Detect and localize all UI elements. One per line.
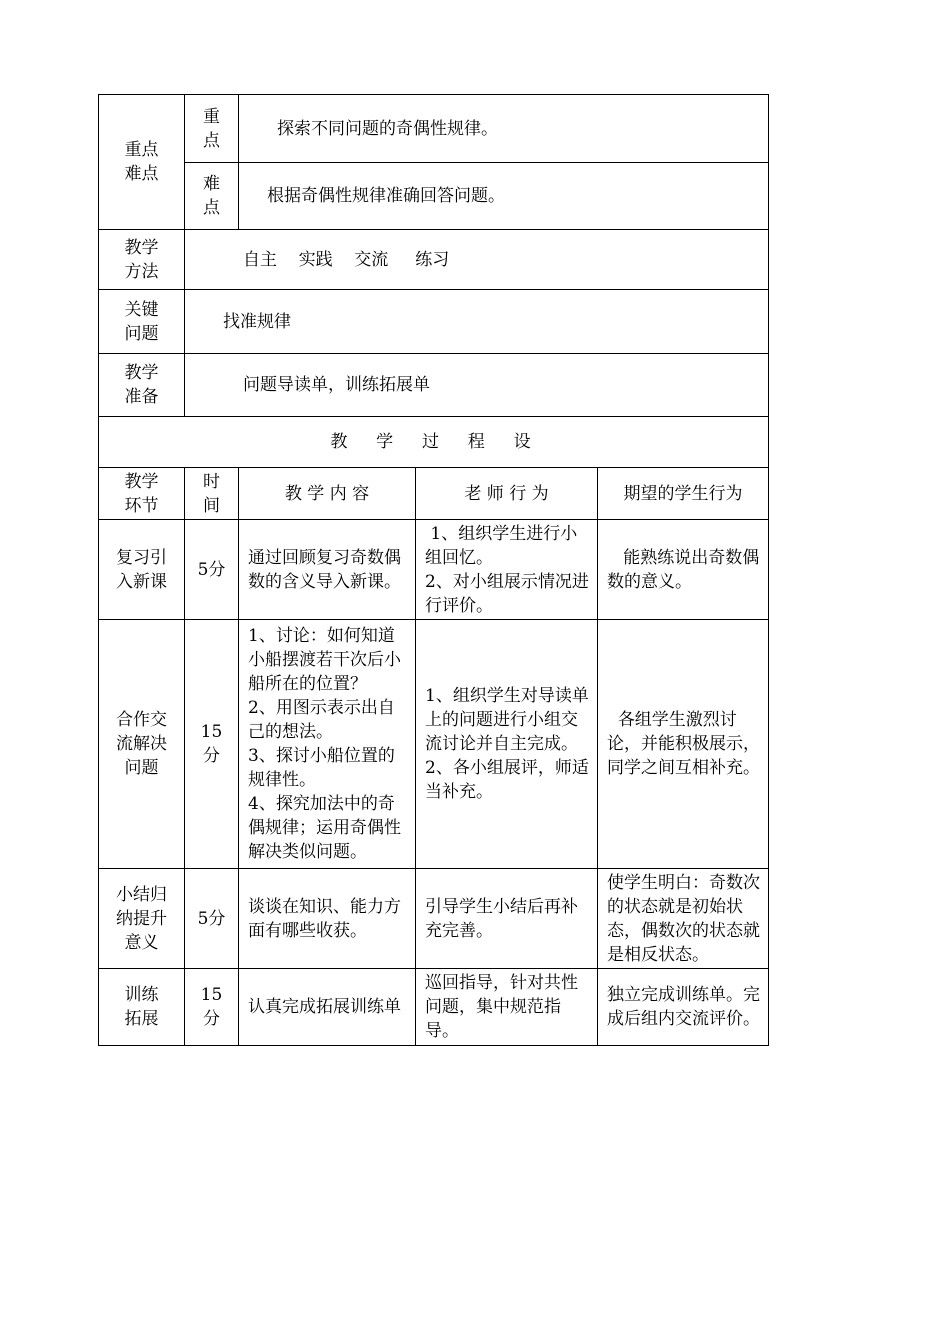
process-title: 教 学 过 程 设 xyxy=(330,432,537,452)
row-teacher: 引导学生小结后再补充完善。 xyxy=(425,896,578,941)
row-time: 15 分 xyxy=(200,722,223,766)
row-student: 各组学生激烈讨论，并能积极展示，同学之间互相补充。 xyxy=(607,710,760,778)
key-point-text: 探索不同问题的奇偶性规律。 xyxy=(277,118,498,139)
row-stage: 复习引 入新课 xyxy=(116,547,167,592)
table-border-right xyxy=(768,94,769,1045)
row-content: 通过回顾复习奇数偶数的含义导入新课。 xyxy=(248,547,401,592)
row-stage: 小结归 纳提升 意义 xyxy=(116,884,167,953)
col-divider xyxy=(238,94,239,229)
key-question-label: 关键 问题 xyxy=(124,299,159,344)
row-teacher: 1、组织学生进行小组回忆。 2、对小组展示情况进行评价。 xyxy=(425,523,589,616)
row-teacher: 巡回指导，针对共性问题，集中规范指导。 xyxy=(425,973,578,1041)
row-stage: 合作交 流解决 问题 xyxy=(116,710,167,778)
header-student: 期望的学生行为 xyxy=(623,483,743,504)
key-question-text: 找准规律 xyxy=(223,311,291,332)
col-divider xyxy=(238,467,239,1045)
col-divider xyxy=(415,467,416,1045)
row-student: 使学生明白：奇数次的状态就是初始状态，偶数次的状态就是相反状态。 xyxy=(607,872,760,965)
table-border-bottom xyxy=(98,1045,769,1046)
col-divider xyxy=(597,467,598,1045)
row-content: 谈谈在知识、能力方面有哪些收获。 xyxy=(248,896,401,941)
teaching-method-text: 自主 实践 交流 练习 xyxy=(243,249,450,270)
difficult-point-text: 根据奇偶性规律准确回答问题。 xyxy=(267,186,505,206)
row-time: 15 分 xyxy=(200,985,223,1029)
row-content: 1、讨论：如何知道小船摆渡若干次后小船所在的位置？ 2、用图示表示出自己的想法。 3、探讨小船位置的规律性。 4、探究加法中的奇偶规律；运用奇偶性解决类似问题。 xyxy=(248,626,401,862)
header-content: 教 学 内 容 xyxy=(284,483,370,504)
header-teacher: 老 师 行 为 xyxy=(464,483,549,504)
teaching-prep-label: 教学 准备 xyxy=(124,363,159,407)
row-stage: 训练 拓展 xyxy=(124,985,159,1029)
row-content: 认真完成拓展训练单 xyxy=(248,997,401,1017)
teaching-method-label: 教学 方法 xyxy=(124,237,159,282)
difficult-point-label: 难 点 xyxy=(203,174,220,218)
teaching-prep-text: 问题导读单，训练拓展单 xyxy=(243,375,430,395)
header-time: 时 间 xyxy=(203,471,220,516)
row-student: 能熟练说出奇数偶数的意义。 xyxy=(607,547,760,592)
row-time: 5分 xyxy=(197,559,226,580)
key-difficult-label: 重点 难点 xyxy=(124,140,159,184)
key-point-label: 重 点 xyxy=(203,106,220,151)
row-time: 5分 xyxy=(197,908,226,929)
row-teacher: 1、组织学生对导读单上的问题进行小组交流讨论并自主完成。 2、各小组展评，师适当补充。 xyxy=(425,686,589,802)
row-student: 独立完成训练单。完成后组内交流评价。 xyxy=(607,985,760,1029)
header-stage: 教学 环节 xyxy=(124,471,159,516)
